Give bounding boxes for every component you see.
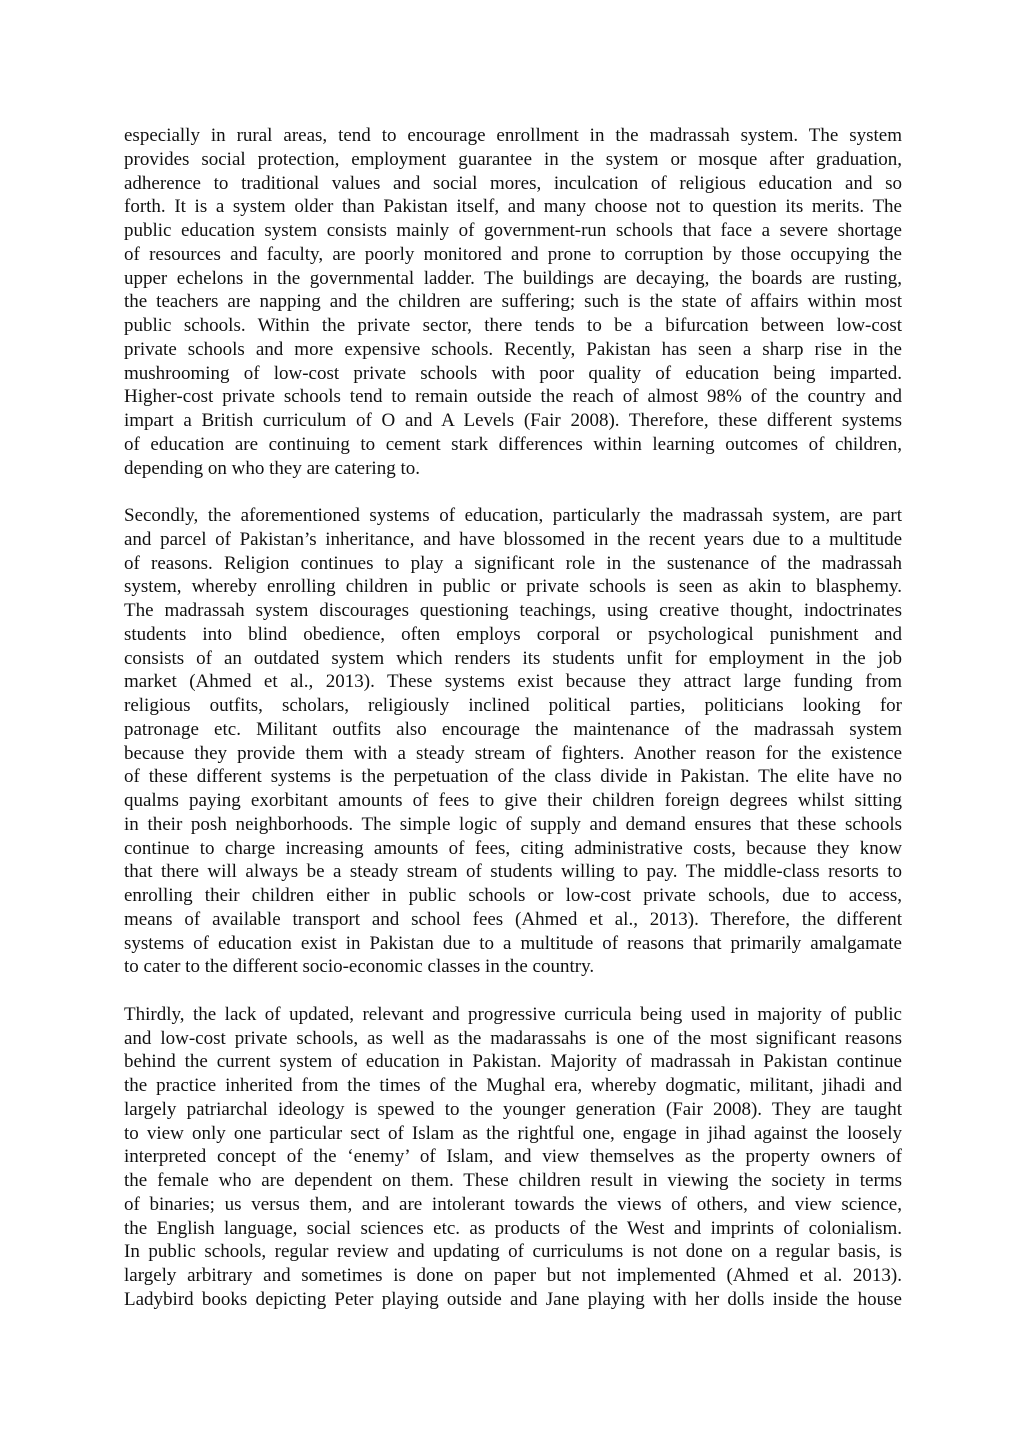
text-line: to cater to the different socio-economic classes in the country. [124,956,595,978]
text-line: religious outfits, scholars, religiously inclined political parties, politicians looking for [124,695,902,716]
text-line: the English language, social sciences etc. as products of the West and imprints of colonialism. [124,1217,902,1239]
text-line: enrolling their children either in public schools or low-cost private schools, due to access, [124,885,902,906]
text-line: of education are continuing to cement stark differences within learning outcomes of children, [124,433,902,455]
text-line: Higher-cost private schools tend to remain outside the reach of almost 98% of the country and [124,386,902,408]
text-line: interpreted concept of the ‘enemy’ of Islam, and view themselves as the property owners of [124,1146,902,1168]
text-line: the practice inherited from the times of the Mughal era, whereby dogmatic, militant, jihadi and [124,1075,902,1096]
text-line: and low-cost private schools, as well as the madarassahs is one of the most significant reasons [124,1027,902,1049]
text-line: market (Ahmed et al., 2013). These systems exist because they attract large funding from [124,671,902,693]
text-line: continue to charge increasing amounts of fees, citing administrative costs, because they know [124,837,902,859]
text-line: largely patriarchal ideology is spewed to the younger generation (Fair 2008). They are taught [124,1098,902,1120]
text-line: means of available transport and school fees (Ahmed et al., 2013). Therefore, the different [124,908,902,930]
text-line: provides social protection, employment guarantee in the system or mosque after graduation, [124,148,902,170]
text-line: upper echelons in the governmental ladder. The buildings are decaying, the boards are rusting, [124,267,902,289]
text-line: to view only one particular sect of Islam as the rightful one, engage in jihad against the loosely [124,1122,902,1144]
text-line: forth. It is a system older than Pakistan itself, and many choose not to question its merits. The [124,196,902,218]
text-line: that there will always be a steady stream of students willing to pay. The middle-class resorts to [124,861,902,883]
text-line: of binaries; us versus them, and are intolerant towards the views of others, and view science, [124,1193,902,1215]
text-line: systems of education exist in Pakistan due to a multitude of reasons that primarily amalgamate [124,932,902,954]
text-line: patronage etc. Militant outfits also encourage the maintenance of the madrassah system [124,718,902,740]
text-line: public schools. Within the private sector, there tends to be a bifurcation between low-cost [124,315,902,336]
paragraph-1 [124,124,902,480]
text-line: private schools and more expensive schools. Recently, Pakistan has seen a sharp rise in the [124,338,902,360]
text-line: of resources and faculty, are poorly monitored and prone to corruption by those occupying the [124,243,902,265]
text-line: Thirdly, the lack of updated, relevant and progressive curricula being used in majority of public [124,1003,902,1025]
paragraph-2 [124,504,902,979]
paragraph-3 [124,1003,902,1312]
text-line: of these different systems is the perpetuation of the class divide in Pakistan. The elite have no [124,766,902,788]
text-line: Ladybird books depicting Peter playing outside and Jane playing with her dolls inside the house [124,1288,902,1310]
text-line: public education system consists mainly of government-run schools that face a severe shortage [124,220,902,241]
text-line: adherence to traditional values and social mores, inculcation of religious education and so [124,172,902,194]
text-line: especially in rural areas, tend to encourage enrollment in the madrassah system. The system [124,125,902,146]
text-line: consists of an outdated system which renders its students unfit for employment in the job [124,647,902,669]
text-line: because they provide them with a steady stream of fighters. Another reason for the existence [124,742,902,764]
text-line: largely arbitrary and sometimes is done on paper but not implemented (Ahmed et al. 2013). [124,1265,902,1286]
text-line: Secondly, the aforementioned systems of education, particularly the madrassah system, are part [124,505,902,526]
text-line: qualms paying exorbitant amounts of fees to give their children foreign degrees whilst sitting [124,790,902,811]
text-line: depending on who they are catering to. [124,457,420,479]
text-line: and parcel of Pakistan’s inheritance, and have blossomed in the recent years due to a multitude [124,528,902,550]
text-line: mushrooming of low-cost private schools with poor quality of education being imparted. [124,362,902,384]
text-line: students into blind obedience, often employs corporal or psychological punishment and [124,623,902,645]
text-line: The madrassah system discourages questioning teachings, using creative thought, indoctrinates [124,600,902,621]
document-page [124,124,902,1335]
text-line: the female who are dependent on them. These children result in viewing the society in terms [124,1170,902,1191]
text-line: behind the current system of education in Pakistan. Majority of madrassah in Pakistan continue [124,1051,902,1073]
text-line: system, whereby enrolling children in public or private schools is seen as akin to blasphemy. [124,576,902,598]
text-line: of reasons. Religion continues to play a significant role in the sustenance of the madrassah [124,552,902,574]
text-line: In public schools, regular review and updating of curriculums is not done on a regular basis, is [124,1241,902,1263]
text-line: impart a British curriculum of O and A Levels (Fair 2008). Therefore, these different systems [124,410,902,431]
text-line: in their posh neighborhoods. The simple logic of supply and demand ensures that these schools [124,813,902,835]
text-line: the teachers are napping and the children are suffering; such is the state of affairs within most [124,291,902,313]
